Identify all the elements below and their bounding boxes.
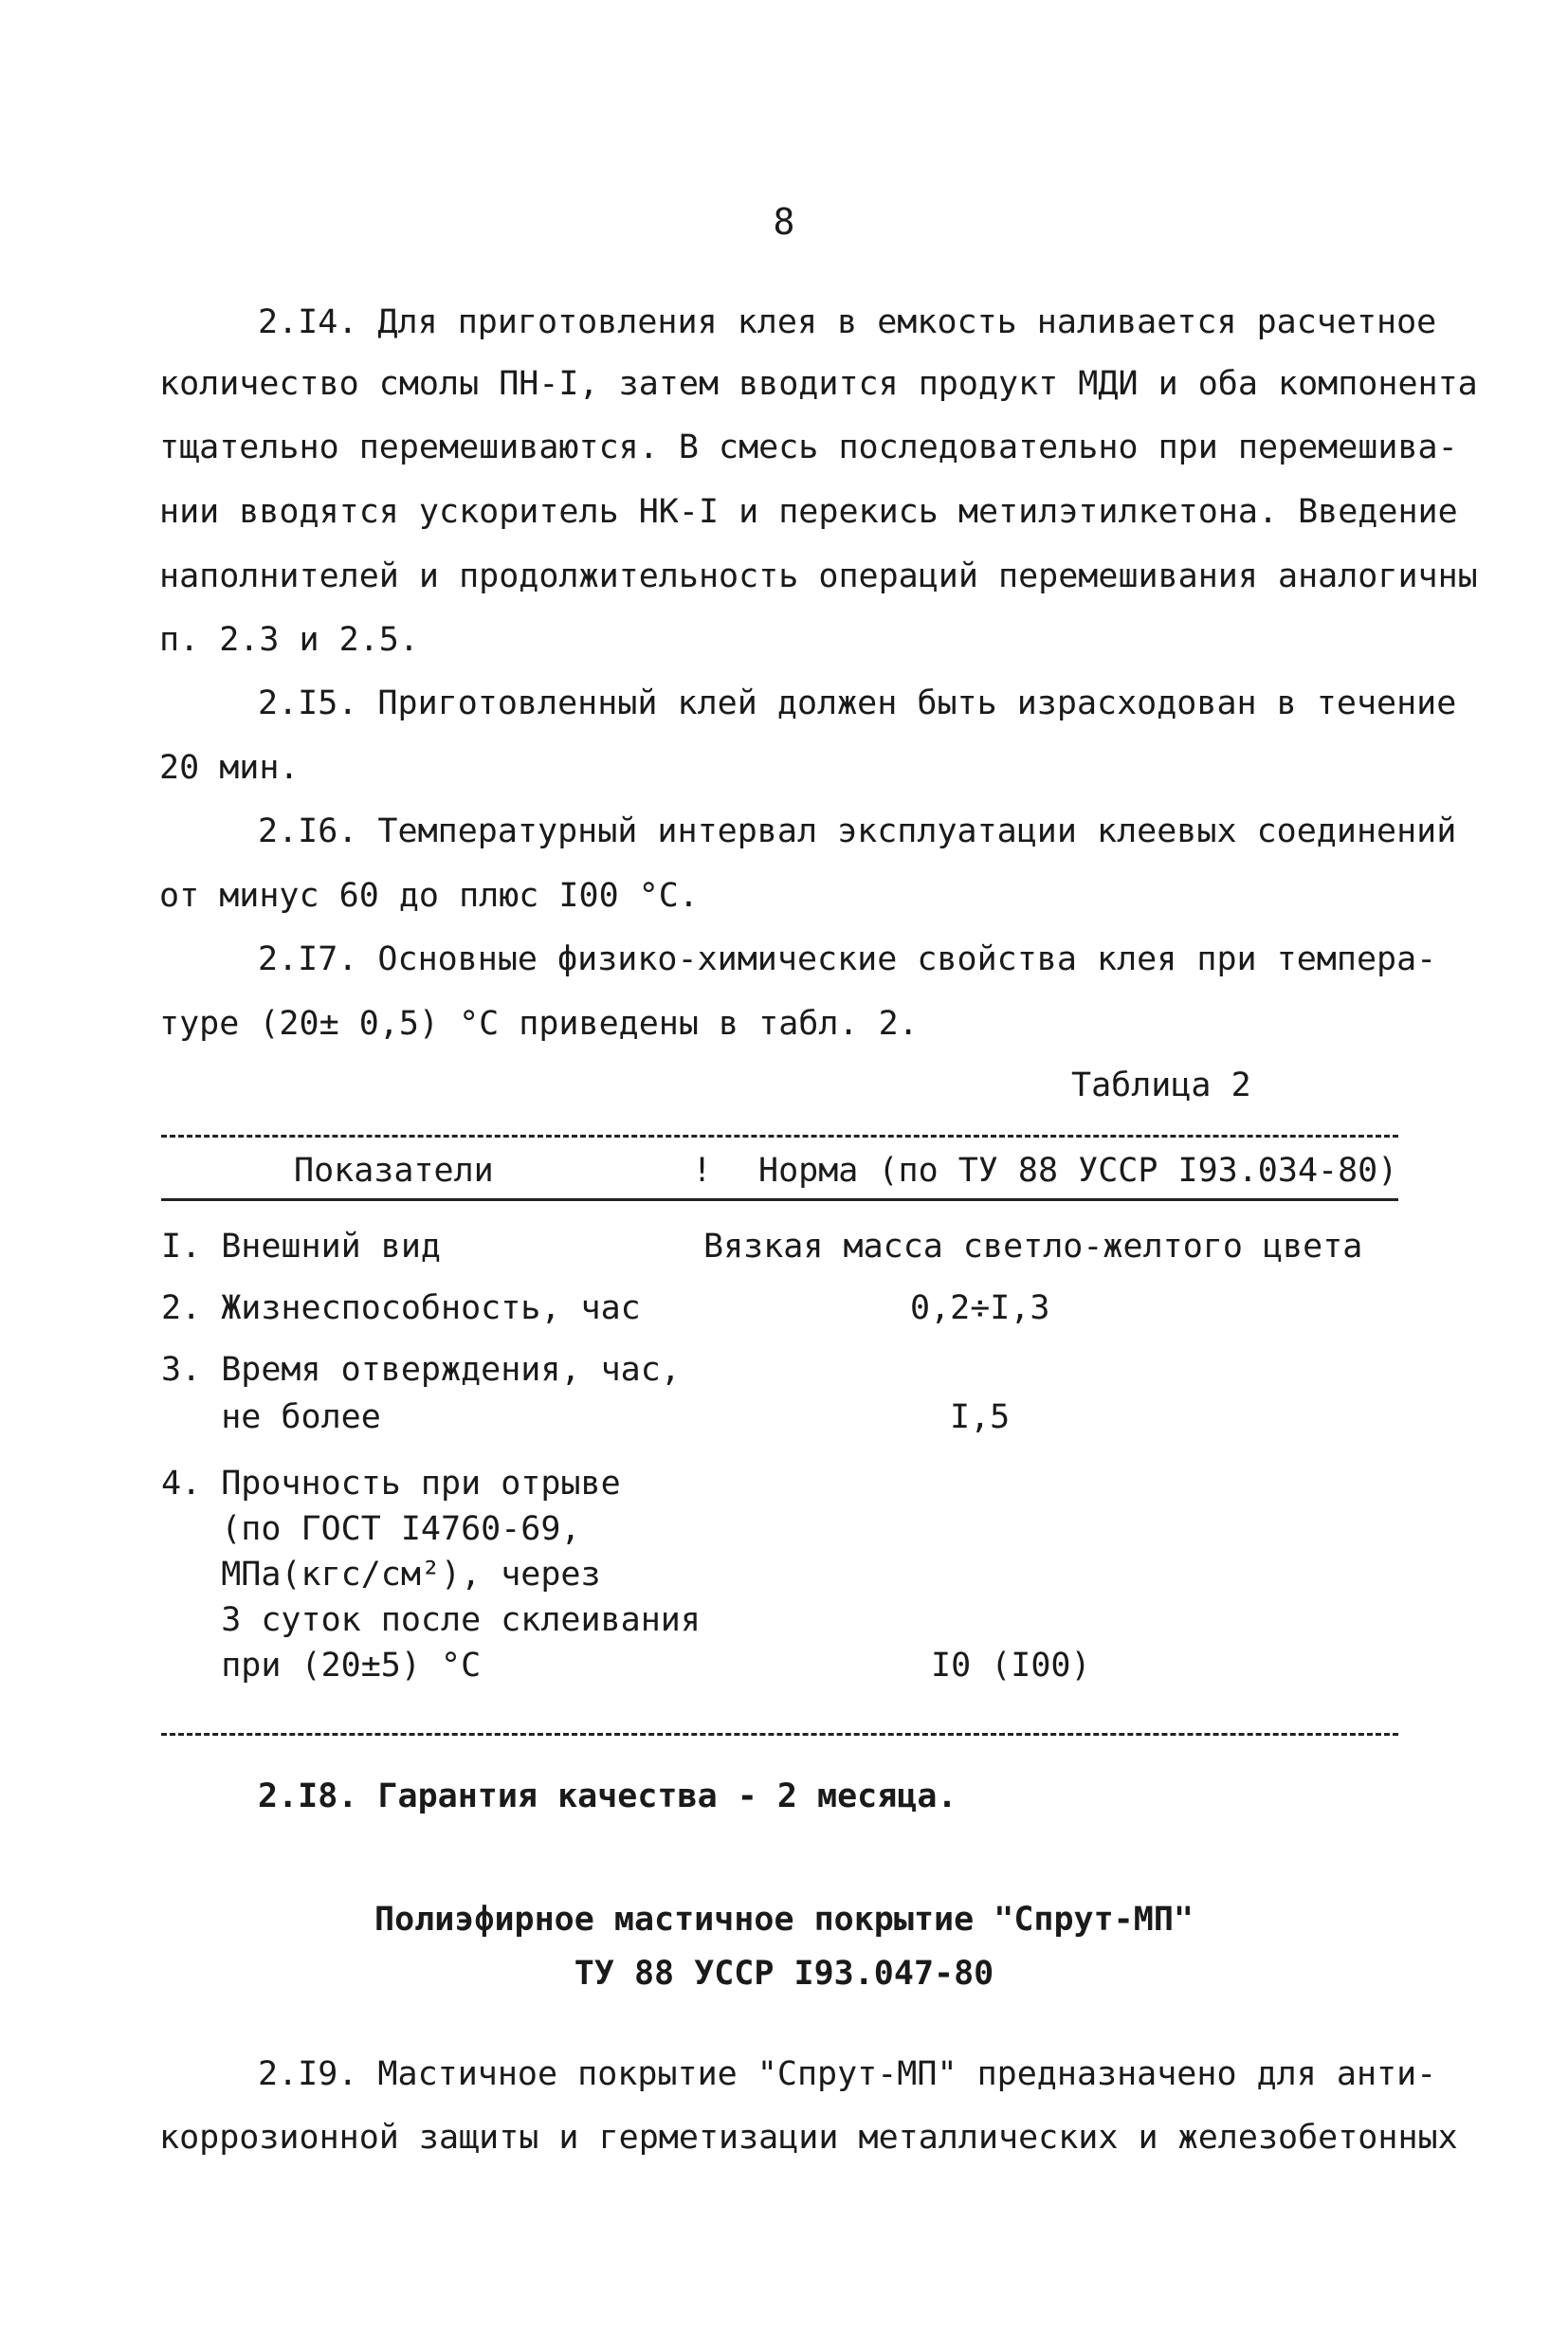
- table-row-value: I,5: [950, 1398, 1011, 1436]
- table-row-label: МПа(кгс/см²), через: [161, 1556, 601, 1594]
- table-header-norm: Норма (по ТУ 88 УССР I93.034-80): [758, 1152, 1398, 1190]
- paragraph-line: 20 мин.: [159, 749, 300, 787]
- page-number: 8: [773, 201, 795, 243]
- paragraph-line: туре (20± 0,5) °С приведены в табл. 2.: [159, 1005, 919, 1043]
- section-title: Полиэфирное мастичное покрытие "Спрут-МП": [374, 1901, 1194, 1939]
- paragraph-line: 2.I6. Температурный интервал эксплуатации клеевых соединений: [258, 812, 1457, 850]
- section-subtitle: ТУ 88 УССР I93.047-80: [574, 1955, 994, 1993]
- paragraph-line: наполнителей и продолжительность операций перемешивания аналогичны: [159, 557, 1478, 595]
- paragraph-line: количество смолы ПН-I, затем вводится продукт МДИ и оба компонента: [159, 365, 1478, 403]
- paragraph-line: 2.I9. Мастичное покрытие "Спрут-МП" предназначено для анти-: [258, 2055, 1437, 2093]
- table-row-label: I. Внешний вид: [161, 1228, 442, 1266]
- table-header-separator: !: [692, 1152, 713, 1190]
- paragraph-line: коррозионной защиты и герметизации металлических и железобетонных: [159, 2119, 1458, 2157]
- table-row-label: 3. Время отверждения, час,: [161, 1351, 681, 1389]
- table-header-indicators: Показатели: [294, 1152, 494, 1190]
- table-row-label: (по ГОСТ I4760-69,: [161, 1510, 581, 1548]
- paragraph-line: тщательно перемешиваются. В смесь последовательно при перемешива-: [159, 428, 1458, 466]
- paragraph-line: 2.I4. Для приготовления клея в емкость наливается расчетное: [258, 303, 1437, 341]
- table-row-value: Вязкая масса светло-желтого цвета: [703, 1228, 1363, 1266]
- table-bottom-rule: [161, 1733, 1398, 1736]
- table-row-label: 2. Жизнеспособность, час: [161, 1289, 641, 1327]
- table-row-label: не более: [161, 1398, 381, 1436]
- table-top-rule: [161, 1135, 1398, 1138]
- paragraph-line: 2.I7. Основные физико-химические свойства клея при темпера-: [258, 940, 1437, 978]
- paragraph-line: нии вводятся ускоритель НК-I и перекись метилэтилкетона. Введение: [159, 493, 1458, 531]
- table-row-label: 4. Прочность при отрыве: [161, 1465, 621, 1503]
- table-row-value: 0,2÷I,3: [910, 1289, 1050, 1327]
- table-header-rule: [161, 1198, 1398, 1201]
- paragraph-line: п. 2.3 и 2.5.: [159, 621, 419, 659]
- paragraph-line: 2.I5. Приготовленный клей должен быть израсходован в течение: [258, 684, 1457, 722]
- table-row-label: 3 суток после склеивания: [161, 1601, 701, 1639]
- table-row-value: I0 (I00): [931, 1647, 1091, 1685]
- table-caption: Таблица 2: [1071, 1066, 1251, 1104]
- table-row-label: при (20±5) °С: [161, 1647, 482, 1685]
- paragraph-line: от минус 60 до плюс I00 °С.: [159, 877, 699, 915]
- paragraph-line: 2.I8. Гарантия качества - 2 месяца.: [258, 1777, 957, 1815]
